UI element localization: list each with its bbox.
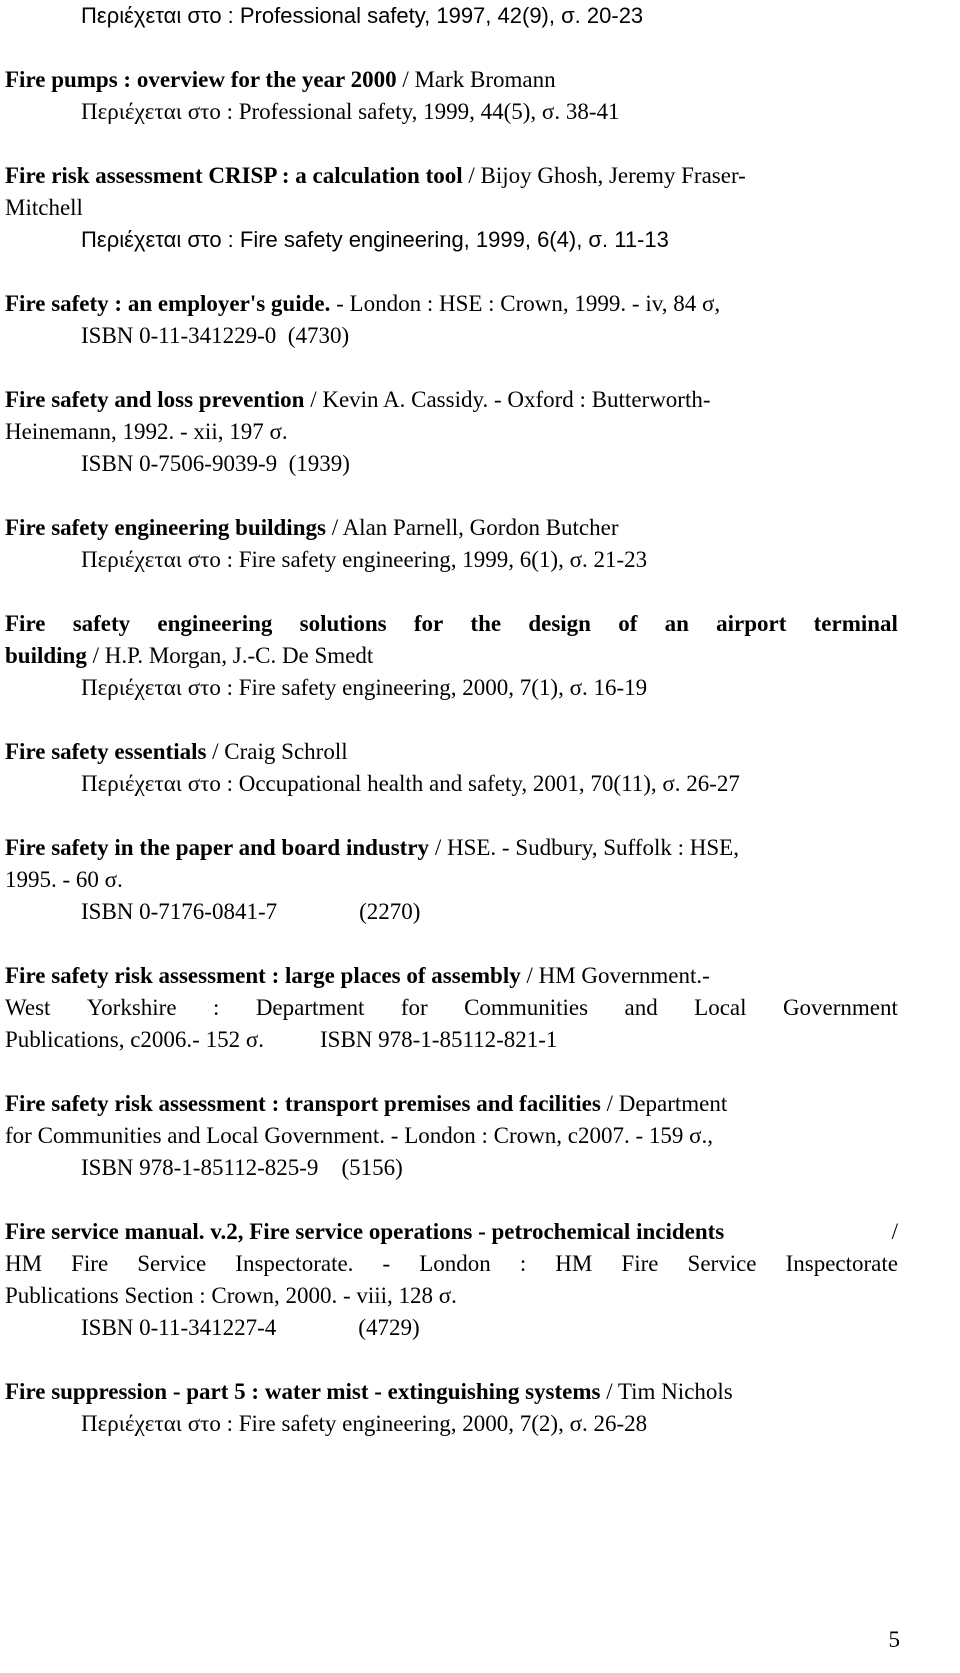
entry-author: / Alan Parnell, Gordon Butcher	[325, 515, 619, 540]
word: London	[419, 1251, 491, 1276]
entry-author: / HSE. - Sudbury, Suffolk : HSE,	[429, 835, 739, 860]
entry-source: Περιέχεται στο : Fire safety engineering, 1999, 6(1), σ. 21-23	[81, 547, 648, 572]
entry-title-line	[5, 512, 898, 544]
entry-title-line	[5, 288, 898, 320]
entry-title-line	[5, 64, 898, 96]
entry-title-line	[5, 160, 898, 192]
entry-code: (4729)	[358, 1315, 420, 1340]
entry-isbn: ISBN 978-1-85112-821-1	[320, 1027, 558, 1052]
title-word: an	[664, 611, 689, 636]
word: Service	[137, 1251, 207, 1276]
entry-title: Fire safety engineering buildings	[5, 515, 326, 540]
entry-justified-line	[5, 992, 898, 1024]
entry-title-line	[5, 1376, 898, 1408]
entry-title-line	[5, 832, 898, 864]
entry-source: Περιέχεται στο : Professional safety, 1999, 44(5), σ. 38-41	[81, 99, 620, 124]
entry-title: Fire safety : an employer's guide.	[5, 291, 331, 316]
entry-author: / HM Government.-	[520, 963, 710, 988]
word: and	[624, 995, 658, 1020]
word: Fire	[621, 1251, 659, 1276]
entry-code: (2270)	[359, 899, 421, 924]
entry-title-line	[5, 640, 898, 672]
word: :	[212, 995, 220, 1020]
entry-title: Fire safety essentials	[5, 739, 207, 764]
entry-title-line	[5, 736, 898, 768]
entry-author: / Tim Nichols	[600, 1379, 733, 1404]
entry-author: / Craig Schroll	[206, 739, 348, 764]
entry-title: building	[5, 643, 87, 668]
title-word: solutions	[299, 611, 387, 636]
entry-author: / Department	[600, 1091, 728, 1116]
word: HM	[555, 1251, 593, 1276]
word: Yorkshire	[86, 995, 177, 1020]
entry-title: Fire safety and loss prevention	[5, 387, 305, 412]
entry-continuation: Publications Section : Crown, 2000. - viii, 128 σ.	[5, 1283, 457, 1308]
entry-isbn: ISBN 0-7176-0841-7	[81, 899, 278, 924]
word: -	[382, 1251, 391, 1276]
entry-source: Περιέχεται στο : Professional safety, 1997, 42(9), σ. 20-23	[81, 3, 644, 28]
entry-title: Fire suppression - part 5 : water mist - extinguishing systems	[5, 1379, 601, 1404]
entry-title: Fire safety risk assessment : large places of assembly	[5, 963, 521, 988]
word: Communities	[464, 995, 589, 1020]
entry-continuation: Mitchell	[5, 195, 83, 220]
entry-isbn: ISBN 978-1-85112-825-9	[81, 1155, 319, 1180]
title-word: terminal	[813, 611, 898, 636]
entry-continuation: 1995. - 60 σ.	[5, 867, 123, 892]
entry-title: Fire risk assessment CRISP : a calculation tool	[5, 163, 463, 188]
entry-title: Fire pumps : overview for the year 2000	[5, 67, 397, 92]
entry-title-justified	[5, 608, 898, 640]
word: West	[5, 995, 51, 1020]
entry-continuation: Heinemann, 1992. - xii, 197 σ.	[5, 419, 288, 444]
title-word: of	[618, 611, 638, 636]
entry-continuation	[5, 1024, 898, 1056]
word: Local	[694, 995, 747, 1020]
word: Inspectorate	[785, 1251, 898, 1276]
entry-isbn: ISBN 0-7506-9039-9	[81, 451, 278, 476]
entry-author: / Bijoy Ghosh, Jeremy Fraser-	[462, 163, 746, 188]
entry-title: Fire service manual. v.2, Fire service operations - petrochemical incidents	[5, 1219, 725, 1244]
word: Service	[687, 1251, 757, 1276]
entry-source: Περιέχεται στο : Fire safety engineering, 2000, 7(2), σ. 26-28	[81, 1411, 648, 1436]
word: HM	[5, 1251, 43, 1276]
title-word: safety	[72, 611, 131, 636]
word: Fire	[71, 1251, 109, 1276]
word: Government	[782, 995, 898, 1020]
title-word: engineering	[157, 611, 273, 636]
entry-code: (1939)	[288, 451, 350, 476]
entry-isbn-line	[5, 448, 898, 480]
entry-imprint: - London : HSE : Crown, 1999. - iv, 84 σ,	[330, 291, 721, 316]
entry-author: / H.P. Morgan, J.-C. De Smedt	[86, 643, 374, 668]
entry-title: Fire safety risk assessment : transport premises and facilities	[5, 1091, 601, 1116]
entry-title-line	[5, 1088, 898, 1120]
entry-source: Περιέχεται στο : Fire safety engineering, 1999, 6(4), σ. 11-13	[81, 227, 669, 252]
entry-isbn-line	[5, 320, 898, 352]
entry-title: Fire safety in the paper and board industry	[5, 835, 430, 860]
entry-title-line	[5, 384, 898, 416]
word: for	[400, 995, 428, 1020]
entry-continuation: for Communities and Local Government. - London : Crown, c2007. - 159 σ.,	[5, 1123, 714, 1148]
word: Inspectorate.	[235, 1251, 354, 1276]
title-word: for	[413, 611, 444, 636]
entry-code: (5156)	[341, 1155, 403, 1180]
entry-code: (4730)	[287, 323, 350, 348]
entry-source: Περιέχεται στο : Fire safety engineering, 2000, 7(1), σ. 16-19	[81, 675, 648, 700]
entry-isbn-line	[5, 1152, 898, 1184]
entry-justified-line	[5, 1248, 898, 1280]
bibliography-page	[5, 0, 898, 1440]
entry-imprint: Publications, c2006.- 152 σ.	[5, 1027, 264, 1052]
entry-isbn-line	[5, 1312, 898, 1344]
word: :	[519, 1251, 527, 1276]
title-word: airport	[716, 611, 787, 636]
page-number: 5	[888, 1627, 900, 1652]
title-word: the	[470, 611, 502, 636]
entry-title-line	[5, 1216, 898, 1248]
entry-author: / Mark Bromann	[396, 67, 556, 92]
entry-source: Περιέχεται στο : Occupational health and safety, 2001, 70(11), σ. 26-27	[81, 771, 740, 796]
entry-isbn-line	[5, 896, 898, 928]
title-word: Fire	[5, 611, 46, 636]
word: Department	[255, 995, 365, 1020]
entry-author: /	[891, 1219, 898, 1244]
entry-isbn: ISBN 0-11-341227-4	[81, 1315, 277, 1340]
title-word: design	[528, 611, 591, 636]
entry-author: / Kevin A. Cassidy. - Oxford : Butterworth-	[304, 387, 711, 412]
entry-title-line	[5, 960, 898, 992]
entry-isbn: ISBN 0-11-341229-0	[81, 323, 277, 348]
